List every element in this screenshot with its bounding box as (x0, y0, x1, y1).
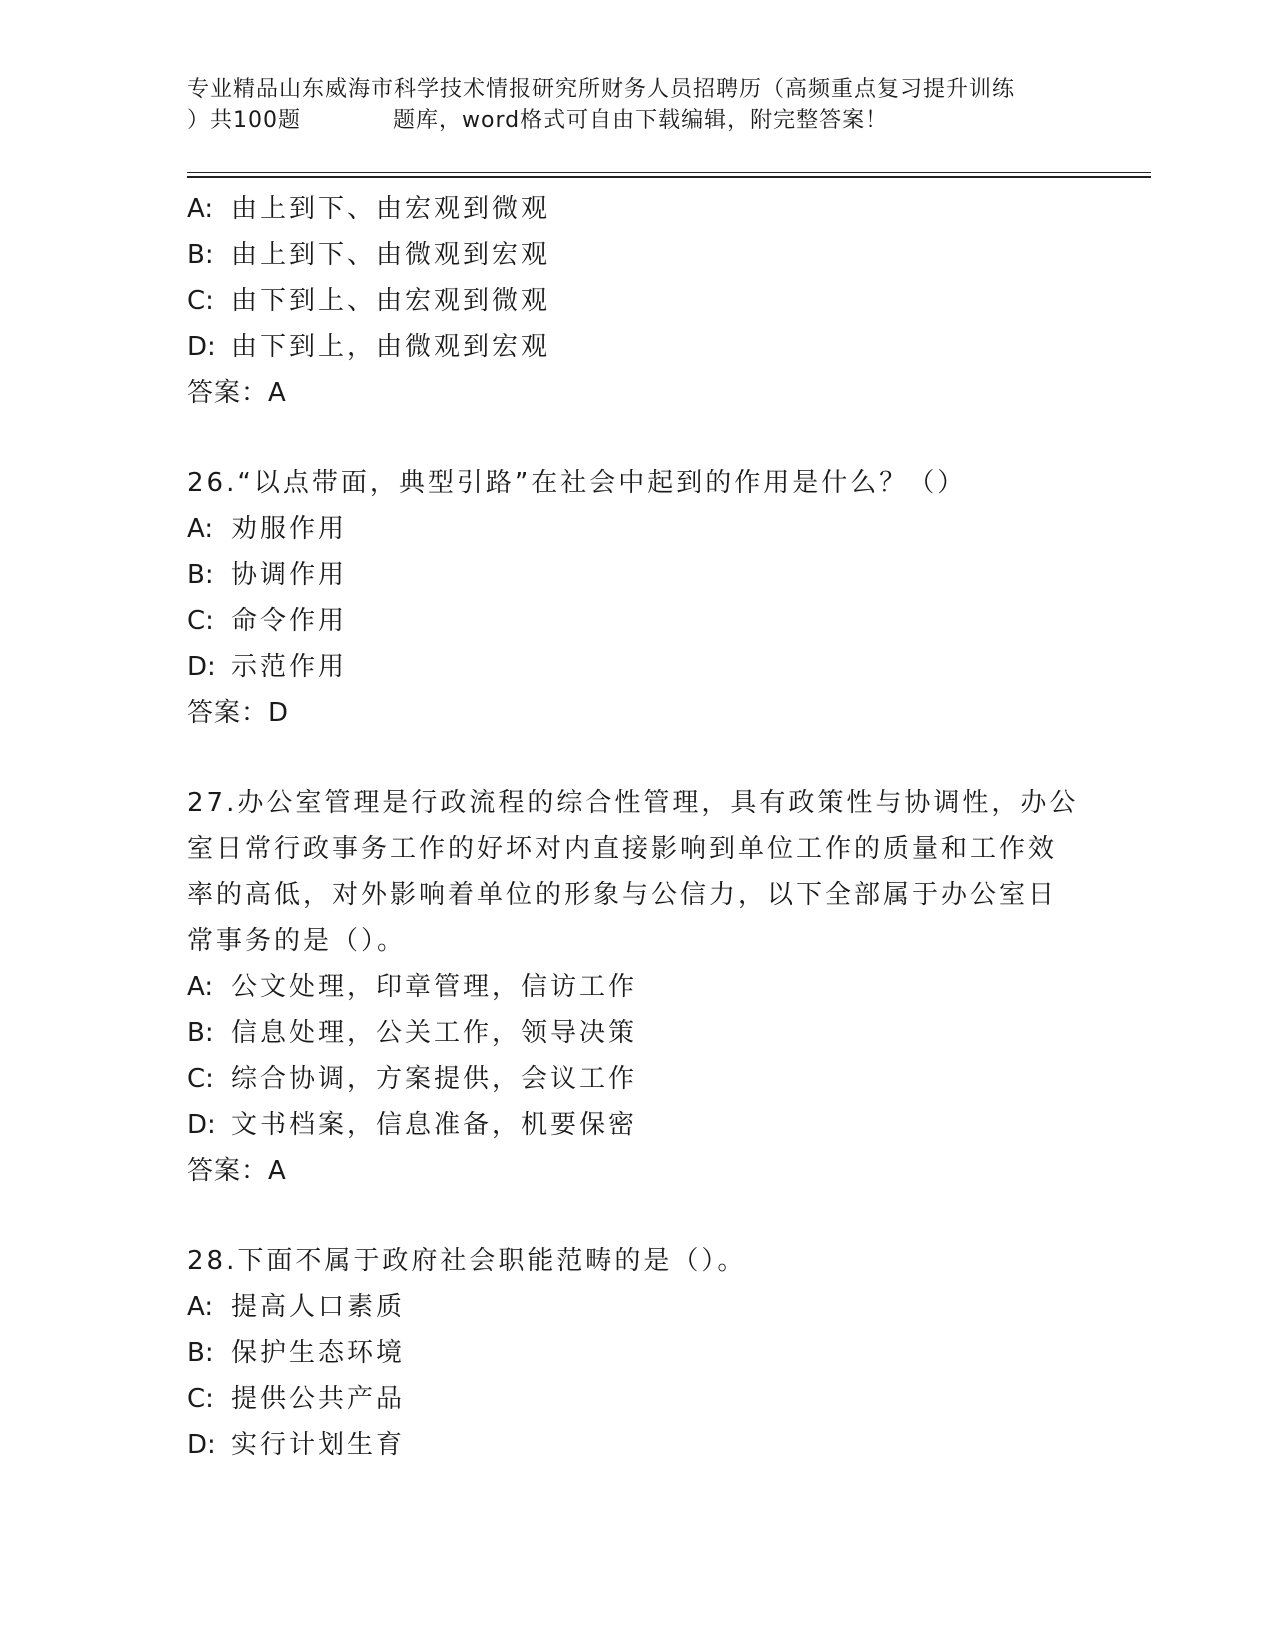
question-stem-line-4: 常事务的是（）。 (187, 926, 407, 956)
question-28 (187, 1238, 1087, 1468)
question-stem: 28.下面不属于政府社会职能范畴的是（）。 (187, 1246, 747, 1276)
document-header (187, 74, 1107, 136)
option-b: B: 信息处理，公关工作，领导决策 (187, 1018, 638, 1048)
question-25-continued (187, 186, 1087, 416)
question-stem-line-3: 率的高低，对外影响着单位的形象与公信力，以下全部属于办公室日 (187, 880, 1058, 910)
option-a: A: 由上到下、由宏观到微观 (187, 194, 551, 224)
answer: 答案：A (187, 1156, 287, 1186)
option-b: B: 保护生态环境 (187, 1338, 406, 1368)
option-d: D: 文书档案，信息准备，机要保密 (187, 1110, 638, 1140)
answer: 答案：A (187, 378, 287, 408)
question-27 (187, 780, 1087, 1194)
option-a: A: 提高人口素质 (187, 1292, 406, 1322)
option-b: B: 由上到下、由微观到宏观 (187, 240, 551, 270)
question-list (187, 186, 1087, 1468)
option-a: A: 公文处理，印章管理，信访工作 (187, 972, 638, 1002)
option-c: C: 命令作用 (187, 606, 348, 636)
option-a: A: 劝服作用 (187, 514, 348, 544)
header-line-1: 专业精品山东威海市科学技术情报研究所财务人员招聘历（高频重点复习提升训练 (187, 77, 1016, 102)
question-stem: 26.“以点带面，典型引路”在社会中起到的作用是什么？（） (187, 468, 967, 498)
option-d: D: 示范作用 (187, 652, 348, 682)
option-d: D: 由下到上，由微观到宏观 (187, 332, 551, 362)
option-b: B: 协调作用 (187, 560, 348, 590)
header-rule-top (187, 172, 1151, 173)
answer: 答案：D (187, 698, 290, 728)
option-d: D: 实行计划生育 (187, 1430, 406, 1460)
question-26 (187, 460, 1087, 736)
option-c: C: 综合协调，方案提供，会议工作 (187, 1064, 638, 1094)
option-c: C: 由下到上、由宏观到微观 (187, 286, 551, 316)
question-stem-line-1: 27.办公室管理是行政流程的综合性管理，具有政策性与协调性，办公 (187, 788, 1079, 818)
header-rule-bottom (187, 176, 1151, 178)
question-stem-line-2: 室日常行政事务工作的好坏对内直接影响到单位工作的质量和工作效 (187, 834, 1058, 864)
option-c: C: 提供公共产品 (187, 1384, 406, 1414)
header-line-2: ）共100题 题库，word格式可自由下载编辑，附完整答案！ (187, 108, 889, 133)
